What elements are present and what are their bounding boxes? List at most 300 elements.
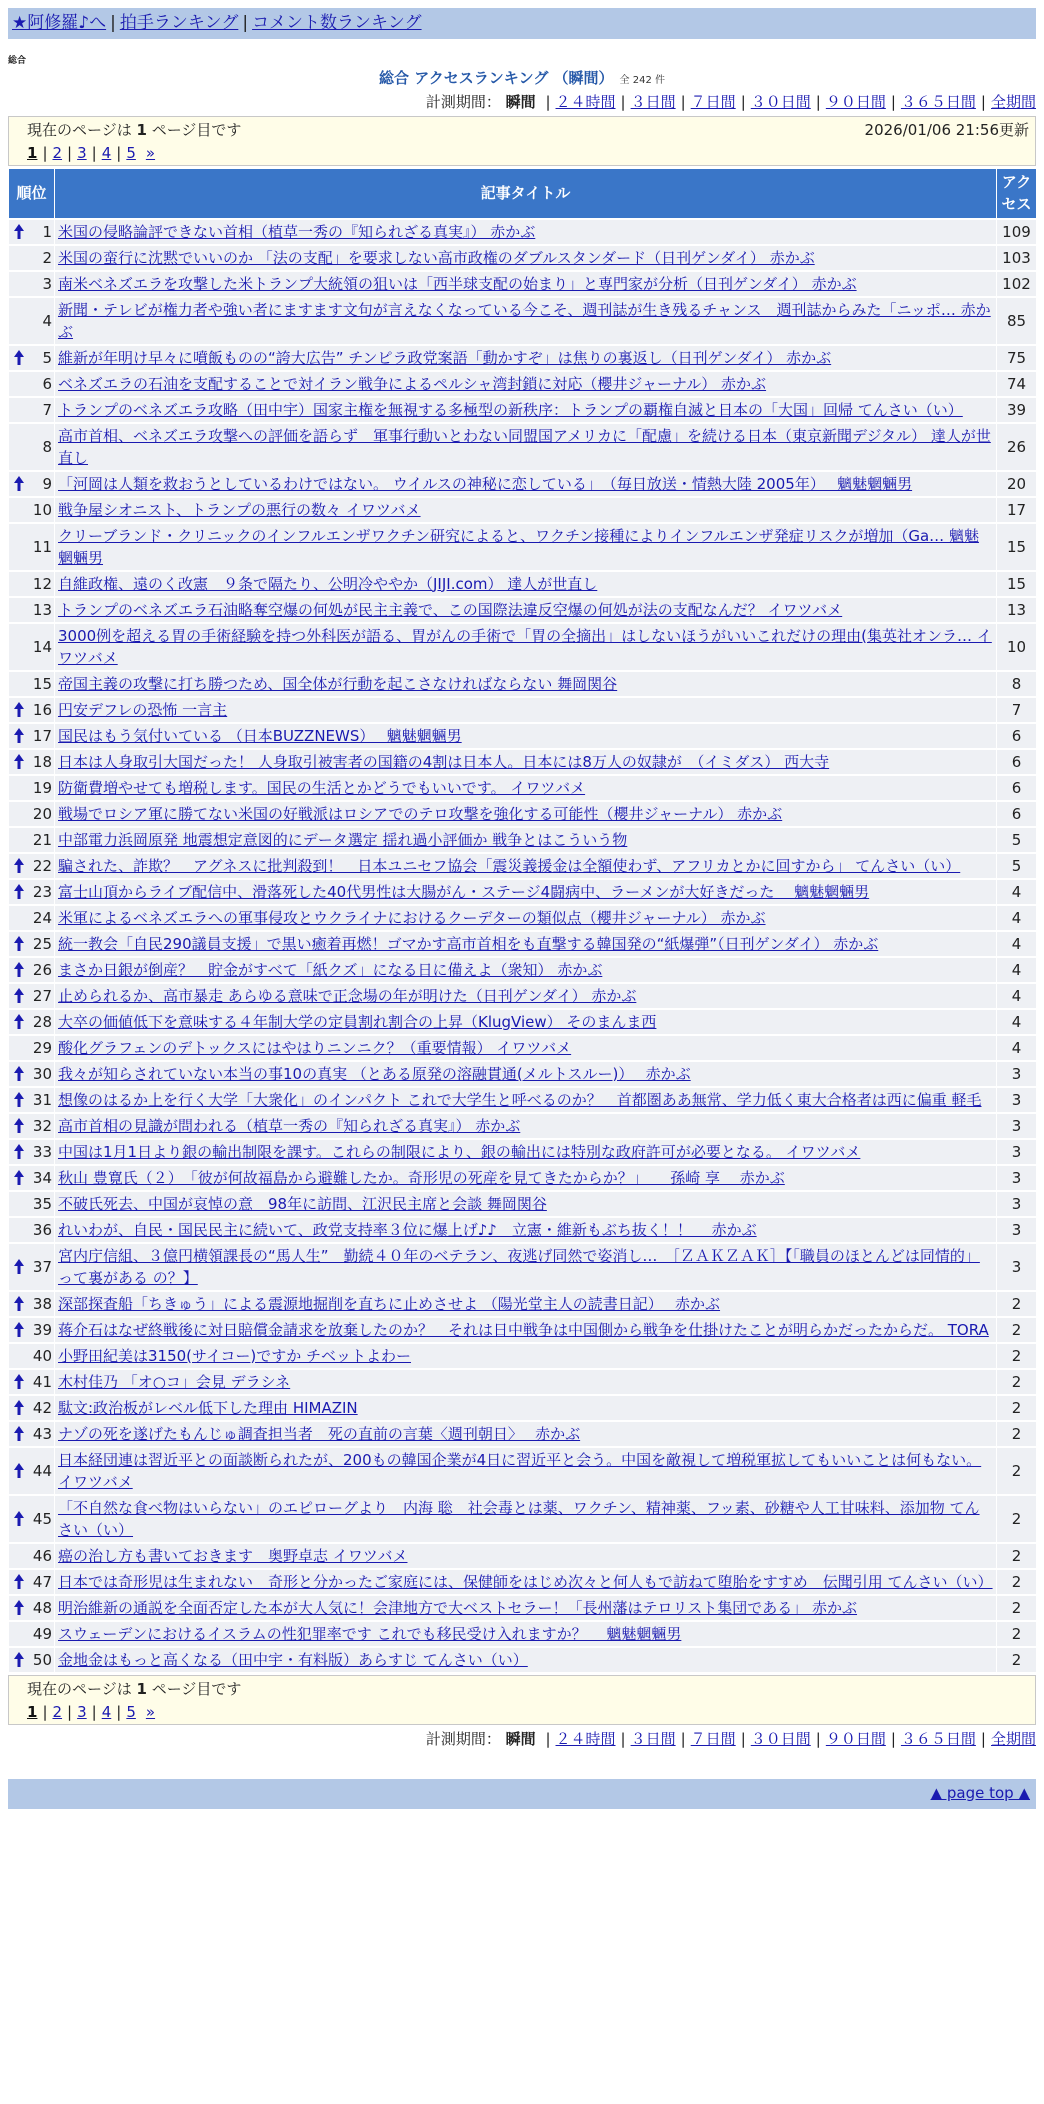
period-link[interactable]: ７日間 <box>690 93 736 111</box>
rank-cell <box>9 1343 55 1369</box>
article-title-link[interactable]: 米国の侵略論評できない首相（植草一秀の『知られざる真実』） 赤かぶ <box>58 222 536 241</box>
access-count: 2 <box>997 1543 1037 1569</box>
rank-number: 18 <box>32 752 52 771</box>
article-title-link[interactable]: 不破氏死去、中国が哀悼の意 98年に訪問、江沢民主席と会談 舞岡関谷 <box>58 1194 547 1213</box>
access-count: 3 <box>997 1165 1037 1191</box>
separator: | <box>91 1702 97 1721</box>
access-count: 75 <box>997 345 1037 371</box>
table-row <box>9 1191 1037 1217</box>
title-cell <box>55 697 997 723</box>
article-title-link[interactable]: 円安デフレの恐怖 一言主 <box>58 700 228 719</box>
article-title-link[interactable]: 中国は1月1日より銀の輸出制限を課す。これらの制限により、銀の輸出には特別な政府許可が必要となる。 イワツバメ <box>58 1142 861 1161</box>
page-link[interactable]: 3 <box>77 1702 87 1721</box>
title-column-header: 記事タイトル <box>55 169 997 219</box>
title-cell <box>55 775 997 801</box>
table-row <box>9 1165 1037 1191</box>
table-row <box>9 749 1037 775</box>
title-cell <box>55 571 997 597</box>
title-cell <box>55 1113 997 1139</box>
period-link[interactable]: 全期間 <box>990 1729 1036 1748</box>
title-cell <box>55 297 997 345</box>
rank-cell <box>9 471 55 497</box>
article-title-link[interactable]: 我々が知らされていない本当の事10の真実 （とある原発の溶融貫通(メルトスルー)） 赤かぶ <box>58 1064 691 1083</box>
article-title-link[interactable]: 富士山頂からライブ配信中、滑落死した40代男性は大腸がん・ステージ4闘病中、ラーメンが大好きだった 魑魅魍魎男 <box>58 882 870 901</box>
rank-cell <box>9 1009 55 1035</box>
access-count: 2 <box>997 1343 1037 1369</box>
rank-number: 4 <box>42 311 52 330</box>
title-cell <box>55 879 997 905</box>
page-link[interactable]: 2 <box>52 144 63 162</box>
page-link[interactable]: 2 <box>52 1702 63 1721</box>
rank-up-arrow-icon <box>14 1374 24 1389</box>
separator: | <box>42 1702 48 1721</box>
article-title-link[interactable]: 深部探査船「ちきゅう」による震源地掘削を直ちに止めさせよ （陽光堂主人の読書日記） 赤かぶ <box>58 1294 721 1313</box>
top-nav-bar <box>8 8 1036 39</box>
rank-cell <box>9 723 55 749</box>
rank-cell <box>9 1113 55 1139</box>
rank-cell <box>9 1061 55 1087</box>
current-page-number: 1 <box>136 1679 147 1698</box>
table-row <box>9 1395 1037 1421</box>
rank-cell <box>9 1395 55 1421</box>
separator: | <box>545 93 551 111</box>
table-row <box>9 697 1037 723</box>
table-row <box>9 983 1037 1009</box>
rank-cell <box>9 397 55 423</box>
access-count: 39 <box>997 397 1037 423</box>
rank-cell <box>9 297 55 345</box>
rank-cell <box>9 1191 55 1217</box>
footer-bar <box>8 1779 1036 1809</box>
table-row <box>9 1343 1037 1369</box>
period-link[interactable]: ９０日間 <box>825 93 886 111</box>
rank-number: 26 <box>32 960 52 979</box>
home-link[interactable]: ★阿修羅♪へ <box>12 13 107 33</box>
separator: | <box>620 93 626 111</box>
access-count: 17 <box>997 497 1037 523</box>
table-row <box>9 1139 1037 1165</box>
article-title-link[interactable]: 大卒の価値低下を意味する４年制大学の定員割れ割合の上昇（KlugView） そのまんま西 <box>58 1012 657 1031</box>
next-page-link[interactable]: » <box>145 1702 156 1721</box>
genre-label: 総合 <box>8 56 27 66</box>
period-link[interactable]: ３０日間 <box>750 1729 811 1748</box>
separator: | <box>42 144 48 162</box>
rank-cell <box>9 749 55 775</box>
ranking-table-body <box>9 219 1037 1673</box>
article-title-link[interactable]: 「不自然な食べ物はいらない」のエピローグより 内海 聡 社会毒とは薬、ワクチン、精神薬、フッ素、砂糖や人工甘味料、添加物 てんさい（い） <box>58 1498 980 1539</box>
rank-number: 19 <box>32 778 52 797</box>
title-cell <box>55 801 997 827</box>
rank-number: 10 <box>32 500 52 519</box>
table-row <box>9 957 1037 983</box>
next-page-link[interactable]: » <box>145 144 156 162</box>
period-selector-top <box>8 92 1036 112</box>
access-count: 20 <box>997 471 1037 497</box>
page-link[interactable]: 3 <box>77 144 87 162</box>
rank-cell <box>9 271 55 297</box>
title-cell <box>55 1495 997 1543</box>
rank-number: 31 <box>32 1090 52 1109</box>
article-title-link[interactable]: 騙された、詐欺？ アグネスに批判殺到！ 日本ユニセフ協会「震災義援金は全額使わず、アフリカとかに回すから」 てんさい（い） <box>58 856 961 875</box>
title-cell <box>55 1139 997 1165</box>
rank-up-arrow-icon <box>14 1144 24 1159</box>
article-title-link[interactable]: スウェーデンにおけるイスラムの性犯罪率です これでも移民受け入れますか？ 魑魅魍魎男 <box>58 1624 682 1643</box>
rank-cell <box>9 1165 55 1191</box>
rank-cell <box>9 1647 55 1673</box>
separator: | <box>67 144 73 162</box>
updated-timestamp: 2026/01/06 21:56更新 <box>864 121 1029 139</box>
access-count: 2 <box>997 1421 1037 1447</box>
separator: | <box>740 1729 746 1748</box>
access-count: 26 <box>997 423 1037 471</box>
article-title-link[interactable]: ベネズエラの石油を支配することで対イラン戦争によるペルシャ湾封鎖に対応（櫻井ジャーナル） 赤かぶ <box>58 374 767 393</box>
period-link[interactable]: ９０日間 <box>825 1729 886 1748</box>
article-title-link[interactable]: 自維政権、遠のく改憲 ９条で隔たり、公明冷ややか（JIJI.com） 達人が世直し <box>58 574 598 593</box>
table-row <box>9 297 1037 345</box>
access-count: 3 <box>997 1139 1037 1165</box>
rank-number: 8 <box>42 437 52 456</box>
separator: | <box>890 1729 896 1748</box>
separator: | <box>980 93 986 111</box>
table-row <box>9 853 1037 879</box>
title-cell <box>55 1191 997 1217</box>
rank-up-arrow-icon <box>14 962 24 977</box>
rank-cell <box>9 1543 55 1569</box>
article-title-link[interactable]: 明治維新の通説を全面否定した本が大人気に！会津地方で大ベストセラー！「長州藩はテロリスト集団である」 赤かぶ <box>58 1598 858 1617</box>
table-row <box>9 1217 1037 1243</box>
article-title-link[interactable]: 小野田紀美は3150(サイコー)ですか チベットよわー <box>58 1346 411 1365</box>
table-row <box>9 623 1037 671</box>
rank-cell <box>9 853 55 879</box>
title-cell <box>55 853 997 879</box>
article-title-link[interactable]: 癌の治し方も書いておきます 奥野卓志 イワツバメ <box>58 1546 408 1565</box>
rank-up-arrow-icon <box>14 1092 24 1107</box>
period-label: 計測期間： <box>425 93 501 111</box>
rank-number: 49 <box>32 1624 52 1643</box>
rank-number: 29 <box>32 1038 52 1057</box>
table-row <box>9 1621 1037 1647</box>
title-cell <box>55 1447 997 1495</box>
rank-cell <box>9 523 55 571</box>
access-count: 15 <box>997 523 1037 571</box>
access-count: 2 <box>997 1647 1037 1673</box>
article-title-link[interactable]: 高市首相の見識が問われる（植草一秀の『知られざる真実』） 赤かぶ <box>58 1116 521 1135</box>
period-link[interactable]: 全期間 <box>990 93 1036 111</box>
access-count: 3 <box>997 1061 1037 1087</box>
table-row <box>9 1243 1037 1291</box>
period-link[interactable]: ３日間 <box>630 1729 676 1748</box>
rank-up-arrow-icon <box>14 1511 24 1526</box>
title-cell <box>55 371 997 397</box>
rank-cell <box>9 371 55 397</box>
access-count: 4 <box>997 879 1037 905</box>
article-title-link[interactable]: 国民はもう気付いている （日本BUZZNEWS） 魑魅魍魎男 <box>58 726 462 745</box>
table-row <box>9 397 1037 423</box>
page-link[interactable]: 4 <box>101 144 112 162</box>
current-page-prefix: 現在のページは <box>27 121 137 139</box>
access-count: 6 <box>997 723 1037 749</box>
applause-ranking-link[interactable]: 拍手ランキング <box>119 13 239 33</box>
rank-cell <box>9 801 55 827</box>
rank-cell <box>9 597 55 623</box>
title-cell <box>55 1621 997 1647</box>
rank-up-arrow-icon <box>14 1322 24 1337</box>
article-title-link[interactable]: 「河岡は人類を救おうとしているわけではない。 ウイルスの神秘に恋している」 （毎日放送・情熱大陸 2005年） 魑魅魍魎男 <box>58 474 913 493</box>
rank-number: 44 <box>32 1461 52 1480</box>
period-link[interactable]: ２４時間 <box>555 1729 616 1748</box>
current-page-text <box>27 1678 1025 1700</box>
article-title-link[interactable]: 酸化グラフェンのデトックスにはやはりニンニク？（重要情報） イワツバメ <box>58 1038 572 1057</box>
period-link[interactable]: ３６５日間 <box>900 1729 976 1748</box>
rank-number: 20 <box>32 804 52 823</box>
rank-cell <box>9 1243 55 1291</box>
rank-cell <box>9 827 55 853</box>
separator: | <box>91 144 97 162</box>
table-row <box>9 1035 1037 1061</box>
rank-number: 48 <box>32 1598 52 1617</box>
article-title-link[interactable]: 戦場でロシア軍に勝てない米国の好戦派はロシアでのテロ攻撃を強化する可能性（櫻井ジャーナル） 赤かぶ <box>58 804 783 823</box>
comment-ranking-link[interactable]: コメント数ランキング <box>252 13 422 33</box>
article-title-link[interactable]: 米軍によるベネズエラへの軍事侵攻とウクライナにおけるクーデターの類似点（櫻井ジャーナル） 赤かぶ <box>58 908 766 927</box>
rank-up-arrow-icon <box>14 1170 24 1185</box>
rank-up-arrow-icon <box>14 1014 24 1029</box>
rank-cell <box>9 423 55 471</box>
page-link[interactable]: 5 <box>126 1702 136 1721</box>
title-cell <box>55 1543 997 1569</box>
period-link[interactable]: ３６５日間 <box>900 93 976 111</box>
separator: | <box>242 13 249 33</box>
article-title-link[interactable]: 日本は人身取引大国だった！ 人身取引被害者の国籍の4割は日本人。日本には8万人の奴隷が （イミダス） 西大寺 <box>58 752 830 771</box>
article-title-link[interactable]: 想像のはるか上を行く大学「大衆化」のインパクト これで大学生と呼べるのか？ 首都圏ああ無常、学力低く東大合格者は西に偏重 軽毛 <box>58 1090 982 1109</box>
article-title-link[interactable]: 3000例を超える胃の手術経験を持つ外科医が語る、胃がんの手術で「胃の全摘出」はしないほうがいいこれだけの理由(集英社オンラ… イワツバメ <box>58 626 992 667</box>
access-count: 6 <box>997 801 1037 827</box>
page-links <box>27 1700 1025 1724</box>
rank-number: 24 <box>32 908 52 927</box>
rank-number: 36 <box>32 1220 52 1239</box>
access-count: 3 <box>997 1087 1037 1113</box>
table-row <box>9 1543 1037 1569</box>
pager-bottom <box>8 1675 1036 1725</box>
access-count: 2 <box>997 1291 1037 1317</box>
article-title-link[interactable]: 維新が年明け早々に噴飯ものの“誇大広告” チンピラ政党案語「動かすぞ」は焦りの裏返し（日刊ゲンダイ） 赤かぶ <box>58 348 832 367</box>
table-row <box>9 1317 1037 1343</box>
table-row <box>9 801 1037 827</box>
table-row <box>9 1569 1037 1595</box>
article-title-link[interactable]: 中部電力浜岡原発 地震想定意図的にデータ選定 揺れ過小評価か 戦争とはこういう物 <box>58 830 628 849</box>
rank-number: 14 <box>32 637 52 656</box>
rank-number: 16 <box>32 700 52 719</box>
title-cell <box>55 1061 997 1087</box>
article-title-link[interactable]: 統一教会「自民290議員支援」で黒い癒着再燃！ゴマかす高市首相をも直撃する韓国発の“紙爆弾”（日刊ゲンダイ） 赤かぶ <box>58 934 879 953</box>
access-count: 7 <box>997 697 1037 723</box>
rank-cell <box>9 775 55 801</box>
rank-number: 32 <box>32 1116 52 1135</box>
table-row <box>9 1061 1037 1087</box>
rank-cell <box>9 245 55 271</box>
separator: | <box>680 93 686 111</box>
rank-number: 21 <box>32 830 52 849</box>
table-row <box>9 1113 1037 1139</box>
rank-cell <box>9 1621 55 1647</box>
article-title-link[interactable]: 木村佳乃 「オ○コ」会見 デラシネ <box>58 1372 291 1391</box>
page-link[interactable]: 1 <box>27 1702 38 1721</box>
access-count: 6 <box>997 775 1037 801</box>
table-row <box>9 523 1037 571</box>
rank-number: 39 <box>32 1320 52 1339</box>
current-page-number: 1 <box>136 121 147 139</box>
table-header-row <box>9 169 1037 219</box>
ranking-table <box>8 168 1037 1673</box>
rank-cell <box>9 1291 55 1317</box>
table-row <box>9 571 1037 597</box>
rank-column-header: 順位 <box>9 169 55 219</box>
separator: | <box>815 1729 821 1748</box>
period-links <box>540 1730 1036 1748</box>
table-row <box>9 219 1037 245</box>
table-row <box>9 1495 1037 1543</box>
title-cell <box>55 905 997 931</box>
rank-number: 50 <box>32 1650 52 1669</box>
access-column-header: アクセス <box>997 169 1037 219</box>
access-count: 2 <box>997 1569 1037 1595</box>
rank-number: 41 <box>32 1372 52 1391</box>
title-cell <box>55 957 997 983</box>
rank-cell <box>9 879 55 905</box>
article-title-link[interactable]: 駄文:政治板がレベル低下した理由 HIMAZIN <box>58 1398 358 1417</box>
table-row <box>9 1647 1037 1673</box>
rank-number: 35 <box>32 1194 52 1213</box>
rank-number: 22 <box>32 856 52 875</box>
rank-cell <box>9 1139 55 1165</box>
article-title-link[interactable]: 宮内庁信組、３億円横領課長の“馬人生” 勤続４０年のベテラン、夜逃げ同然で姿消し… ［ＺＡＫＺＡＫ］【「職員のほとんどは同情的」って裏がある の？】 <box>58 1246 980 1287</box>
access-count: 2 <box>997 1317 1037 1343</box>
article-title-link[interactable]: ナゾの死を遂げたもんじゅ調査担当者 死の直前の言葉〈週刊朝日〉 赤かぶ <box>58 1424 581 1443</box>
access-count: 4 <box>997 931 1037 957</box>
ranking-heading <box>0 67 1044 88</box>
article-title-link[interactable]: 日本では奇形児は生まれない 奇形と分かったご家庭には、保健師をはじめ次々と何人もで訪ねて堕胎をすすめ 伝聞引用 てんさい（い） <box>58 1572 993 1591</box>
table-row <box>9 879 1037 905</box>
rank-up-arrow-icon <box>14 224 24 239</box>
rank-number: 3 <box>42 274 52 293</box>
article-title-link[interactable]: クリーブランド・クリニックのインフルエンザワクチン研究によると、ワクチン接種によりインフルエンザ発症リスクが増加（Ga… 魑魅魍魎男 <box>58 526 979 567</box>
title-cell <box>55 983 997 1009</box>
access-count: 2 <box>997 1621 1037 1647</box>
page-link[interactable]: 5 <box>126 144 136 162</box>
rank-cell <box>9 571 55 597</box>
separator: | <box>67 1702 73 1721</box>
period-link[interactable]: ３０日間 <box>750 93 811 111</box>
rank-up-arrow-icon <box>14 1296 24 1311</box>
title-cell <box>55 1291 997 1317</box>
rank-up-arrow-icon <box>14 1118 24 1133</box>
table-row <box>9 1421 1037 1447</box>
rank-up-arrow-icon <box>14 728 24 743</box>
access-count: 8 <box>997 671 1037 697</box>
period-link[interactable]: ３日間 <box>630 93 676 111</box>
rank-number: 38 <box>32 1294 52 1313</box>
title-cell <box>55 597 997 623</box>
title-cell <box>55 1009 997 1035</box>
rank-number: 30 <box>32 1064 52 1083</box>
title-cell <box>55 1395 997 1421</box>
access-count: 85 <box>997 297 1037 345</box>
rank-cell <box>9 1369 55 1395</box>
rank-cell <box>9 1495 55 1543</box>
separator: | <box>620 1729 626 1748</box>
article-title-link[interactable]: 新聞・テレビが権力者や強い者にますます文句が言えなくなっている今こそ、週刊誌が生き残るチャンス 週刊誌からみた「ニッポ… 赤かぶ <box>58 300 991 341</box>
current-page-prefix: 現在のページは <box>27 1679 137 1698</box>
title-cell <box>55 931 997 957</box>
access-count: 13 <box>997 597 1037 623</box>
article-title-link[interactable]: れいわが、自民・国民民主に続いて、政党支持率３位に爆上げ♪♪ 立憲・維新もぶち抜く！！ 赤かぶ <box>58 1220 757 1239</box>
article-title-link[interactable]: 秋山 豊寛氏（２） 「彼が何故福島から避難したか。奇形児の死産を見てきたからか？」 孫崎 享 赤かぶ <box>58 1168 785 1187</box>
article-title-link[interactable]: 高市首相、ベネズエラ攻撃への評価を語らず 軍事行動いとわない同盟国アメリカに「配慮」を続ける日本（東京新聞デジタル） 達人が世直し <box>58 426 991 467</box>
rank-up-arrow-icon <box>14 884 24 899</box>
page-top-link[interactable]: ▲ page top ▲ <box>930 1783 1030 1802</box>
article-title-link[interactable]: 米国の蛮行に沈黙でいいのか 「法の支配」を要求しない高市政権のダブルスタンダード（日刊ゲンダイ） 赤かぶ <box>58 248 815 267</box>
title-cell <box>55 827 997 853</box>
article-title-link[interactable]: 防衛費増やせても増税します。国民の生活とかどうでもいいです。 イワツバメ <box>58 778 586 797</box>
rank-number: 47 <box>32 1572 52 1591</box>
access-count: 4 <box>997 905 1037 931</box>
title-cell <box>55 671 997 697</box>
title-cell <box>55 1647 997 1673</box>
article-title-link[interactable]: 止められるか、高市暴走 あらゆる意味で正念場の年が明けた（日刊ゲンダイ） 赤かぶ <box>58 986 637 1005</box>
article-title-link[interactable]: 金地金はもっと高くなる（田中宇・有料版）あらすじ てんさい（い） <box>58 1650 528 1669</box>
rank-number: 17 <box>32 726 52 745</box>
rank-cell <box>9 957 55 983</box>
pager-top <box>8 116 1036 166</box>
access-count: 10 <box>997 623 1037 671</box>
article-title-link[interactable]: 蒋介石はなぜ終戦後に対日賠償金請求を放棄したのか？ それは日中戦争は中国側から戦争を仕掛けたことが明らかだったからだ。 TORA <box>58 1320 989 1339</box>
article-title-link[interactable]: トランプのベネズエラ石油略奪空爆の何処が民主主義で、この国際法違反空爆の何処が法の支配なんだ？ イワツバメ <box>58 600 843 619</box>
rank-up-arrow-icon <box>14 350 24 365</box>
title-cell <box>55 749 997 775</box>
access-count: 4 <box>997 1035 1037 1061</box>
title-cell <box>55 1087 997 1113</box>
article-title-link[interactable]: 南米ベネズエラを攻撃した米トランプ大統領の狙いは「西半球支配の始まり」と専門家が分析（日刊ゲンダイ） 赤かぶ <box>58 274 857 293</box>
table-row <box>9 371 1037 397</box>
article-title-link[interactable]: 戦争屋シオニスト、トランプの悪行の数々 イワツバメ <box>58 500 421 519</box>
period-link[interactable]: ７日間 <box>690 1729 736 1748</box>
table-row <box>9 245 1037 271</box>
period-link[interactable]: ２４時間 <box>555 93 616 111</box>
access-count: 2 <box>997 1447 1037 1495</box>
access-count: 5 <box>997 853 1037 879</box>
page-link[interactable]: 4 <box>101 1702 112 1721</box>
title-cell <box>55 1035 997 1061</box>
table-row <box>9 271 1037 297</box>
article-title-link[interactable]: トランプのベネズエラ攻略（田中宇）国家主権を無視する多極型の新秩序：トランプの覇権自滅と日本の「大国」回帰 てんさい（い） <box>58 400 963 419</box>
rank-number: 1 <box>42 222 52 241</box>
rank-number: 28 <box>32 1012 52 1031</box>
page-link[interactable]: 1 <box>27 144 38 162</box>
article-title-link[interactable]: まさか日銀が倒産？ 貯金がすべて「紙クズ」になる日に備えよ（衆知） 赤かぶ <box>58 960 603 979</box>
period-label: 計測期間： <box>425 1729 501 1748</box>
access-count: 4 <box>997 983 1037 1009</box>
article-title-link[interactable]: 帝国主義の攻撃に打ち勝つため、国全体が行動を起こさなければならない 舞岡関谷 <box>58 674 618 693</box>
title-cell <box>55 1595 997 1621</box>
rank-cell <box>9 345 55 371</box>
rank-up-arrow-icon <box>14 1259 24 1274</box>
rank-up-arrow-icon <box>14 476 24 491</box>
table-row <box>9 931 1037 957</box>
rank-number: 15 <box>32 674 52 693</box>
title-cell <box>55 1165 997 1191</box>
article-title-link[interactable]: 日本経団連は習近平との面談断られたが、200もの韓国企業が4日に習近平と会う。中国を敵視して増税軍拡してもいいことは何もない。 イワツバメ <box>58 1450 982 1491</box>
title-cell <box>55 1343 997 1369</box>
table-row <box>9 1447 1037 1495</box>
